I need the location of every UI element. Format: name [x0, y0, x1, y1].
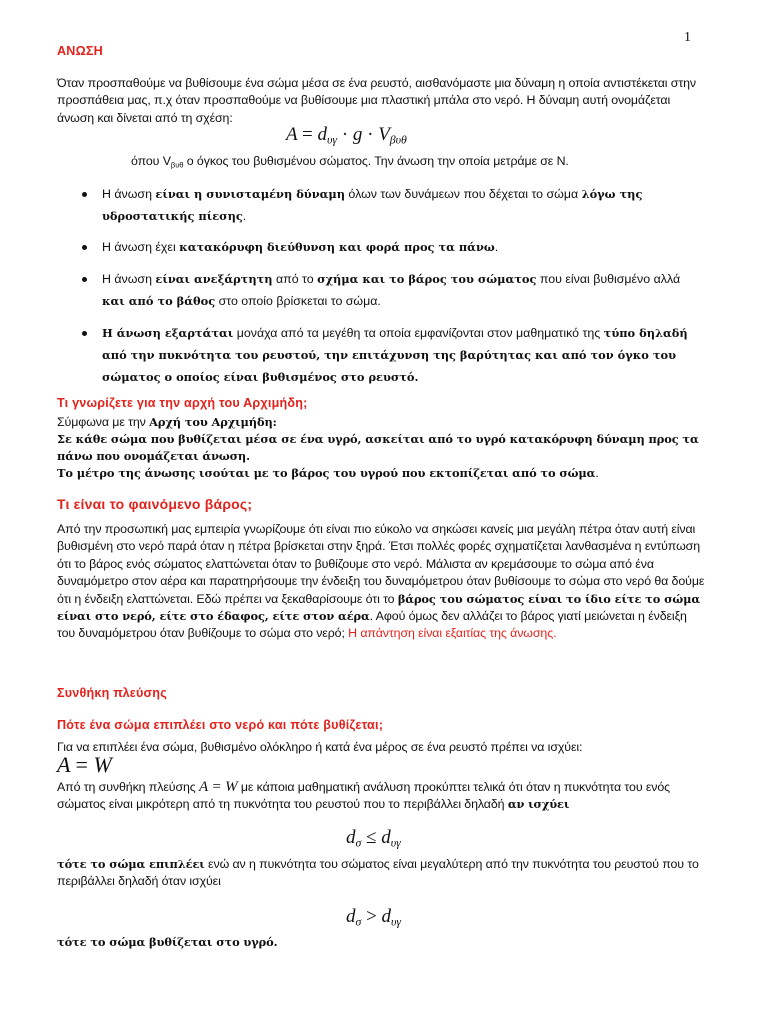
floating-final: τότε το σώμα βυθίζεται στο υγρό. — [57, 935, 278, 949]
bullet-dot — [82, 245, 87, 250]
formula-note-pre: όπου V — [131, 154, 171, 168]
apparent-weight-heading: Τι είναι το φαινόμενο βάρος; — [57, 496, 253, 512]
apparent-text-bold: βάρος του σώματος είναι το ίδιο είτε το σώμα είναι στο νερό, είτε στο έδαφος, είτε στον αέρα — [57, 591, 701, 624]
bullet-dot — [82, 331, 87, 336]
ineq2-sub2: υγ — [391, 915, 402, 929]
buoyancy-formula — [286, 124, 407, 148]
floating-text1: Για να επιπλέει ένα σώμα, βυθισμένο ολόκληρο ή κατά ένα μέρος σε ένα ρευστό πρέπει να ισχύει: — [57, 740, 583, 754]
ineq2-d1: d — [346, 906, 356, 927]
bullet-text-plain: Η άνωση — [102, 272, 156, 286]
formula-density: d — [317, 124, 327, 145]
formula-lhs: A — [286, 124, 298, 145]
floating-text3-plain: ενώ αν η πυκνότητα του σώματος είναι μεγαλύτερη από την πυκνότητα του ρευστού που το περιβάλλει δηλαδή όταν ισχύει — [57, 857, 699, 889]
formula-note — [131, 153, 691, 174]
floating-text2-plain: Από τη συνθήκη πλεύσης — [57, 780, 200, 794]
bullet-text-plain: Η άνωση έχει — [102, 240, 180, 254]
bullet-text-bold: είναι ανεξάρτητη — [155, 272, 273, 286]
bullet-dot — [82, 192, 87, 197]
formula-dot-2: · — [367, 124, 374, 145]
bullet-text-bold: σχήμα και το βάρος του σώματος — [317, 272, 537, 286]
equilibrium-lhs: A — [57, 752, 71, 777]
sink-condition-inequality — [346, 906, 401, 930]
bullet-text-plain: μονάχα από τα μεγέθη τα οποία εμφανίζονται στον μαθηματικό της — [233, 326, 604, 340]
formula-volume-sub: βυθ — [389, 133, 407, 147]
bullet-text-plain: που είναι βυθισμένο αλλά — [536, 272, 681, 286]
equilibrium-rhs: W — [93, 752, 112, 777]
archimedes-heading: Τι γνωρίζετε για την αρχή του Αρχιμήδη; — [57, 396, 308, 410]
ineq2-sub1: σ — [355, 915, 362, 929]
bullet-text-bold: και από το βάθος — [102, 294, 216, 308]
intro-paragraph: Όταν προσπαθούμε να βυθίσουμε ένα σώμα μέσα σε ένα ρευστό, αισθανόμαστε μια δύναμη η οποία αντιστέκεται στην προσπάθεια μας, π.χ όταν προσπαθούμε να βυθίσουμε μια πλαστική μπάλα στο νερό. Η δύναμη αυτή ονομάζεται άνωση και δίνεται από τη σχέση: — [57, 76, 697, 125]
floating-subheading: Πότε ένα σώμα επιπλέει στο νερό και πότε βυθίζεται; — [57, 718, 384, 732]
ineq1-d2: d — [381, 827, 391, 848]
archimedes-line1 — [57, 414, 707, 431]
archimedes-statement: Σε κάθε σώμα που βυθίζεται μέσα σε ένα υγρό, ασκείται από το υγρό κατακόρυφη δύναμη προς τα πάνω που ονομάζεται άνωση. — [57, 432, 699, 464]
bullet-text-plain: Η άνωση — [102, 187, 156, 201]
bullet-text — [102, 183, 702, 227]
apparent-text-plain: Από την προσωπική μας εμπειρία γνωρίζουμε ότι είναι πιο εύκολο να σηκώσει κανείς μια μεγάλη πέτρα όταν αυτή είναι βυθισμένη στο νερό παρά όταν η πέτρα βρίσκεται στην ξηρά. Έτσι πολλές φορές σχηματίζεται λανθασμένα η εντύπωση ότι το βάρος ενός σώματος ελαττώνεται όταν το βυθίζουμε στο νερό. Μάλιστα αν κρεμάσουμε το σώμα από ένα δυναμόμετρο στον αέρα και παρατηρήσουμε την ένδειξη του δυναμόμετρου όταν βυθίσουμε το σώμα στο νερό θα δούμε ότι η ένδειξη ελαττώνεται. Εδώ πρέπει να ξεκαθαρίσουμε ότι το — [57, 522, 705, 606]
floating-text3 — [57, 856, 707, 891]
archimedes-line1-bold: Αρχή του Αρχιμήδη: — [149, 415, 277, 429]
bullet-text-bold: τύπο δηλαδή από την πυκνότητα του ρευστού, την επιτάχυνση της βαρύτητας και από τον όγκο του σώματος ο οποίος είναι βυθισμένος στο ρευστό. — [102, 326, 688, 384]
archimedes-line1-plain: Σύμφωνα με την — [57, 415, 150, 429]
floating-text2-bold: αν ισχύει — [507, 797, 570, 812]
apparent-weight-paragraph — [57, 521, 707, 643]
formula-gravity: g — [352, 124, 363, 145]
bullet-text-bold: κατακόρυφη διεύθυνση και φορά προς τα πάνω — [179, 240, 495, 254]
bullet-text-plain: . — [494, 240, 499, 254]
bullet-text — [102, 322, 702, 388]
archimedes-line3-end: . — [595, 466, 599, 480]
apparent-text-plain: . Αφού όμως δεν αλλάζει το βάρος γιατί μειώνεται η ένδειξη του δυναμόμετρου όταν βυθίζουμε το σώμα στο νερό; — [57, 609, 687, 641]
formula-volume: V — [378, 124, 390, 145]
ineq2-d2: d — [381, 906, 392, 927]
bullet-text-plain: όλων των δυνάμεων που δέχεται το σώμα — [344, 187, 582, 201]
ineq2-operator: > — [366, 906, 377, 927]
bullet-text-plain: στο οποίο βρίσκεται το σώμα. — [215, 294, 381, 308]
bullet-text-plain: . — [242, 209, 247, 223]
apparent-text-red: Η απάντηση είναι εξαιτίας της άνωσης. — [348, 626, 557, 641]
page-number: 1 — [684, 30, 691, 45]
bullet-text-bold: είναι η συνισταμένη δύναμη — [155, 187, 345, 201]
formula-note-post: ο όγκος του βυθισμένου σώματος. Την άνωση την οποία μετράμε σε Ν. — [183, 154, 569, 168]
equilibrium-formula — [57, 752, 112, 778]
bullet-text-bold: Η άνωση εξαρτάται — [102, 326, 234, 340]
ineq1-sub1: σ — [355, 836, 362, 850]
float-condition-inequality — [346, 827, 401, 851]
formula-equals: = — [302, 124, 313, 145]
formula-note-sub: βυθ — [170, 160, 184, 170]
bullet-text — [102, 268, 702, 312]
floating-text2 — [57, 779, 707, 814]
archimedes-line3-bold: Το μέτρο της άνωσης ισούται με το βάρος του υγρού που εκτοπίζεται από το σώμα — [57, 466, 596, 480]
bullet-text-plain: από το — [272, 272, 318, 286]
bullet-text — [102, 236, 702, 258]
formula-dot-1: · — [341, 124, 349, 145]
floating-text3-bold: τότε το σώμα επιπλέει — [57, 857, 205, 871]
bullet-dot — [82, 277, 87, 282]
bullet-text-bold: λόγω της υδροστατικής πίεσης — [102, 187, 643, 223]
ineq1-operator: ≤ — [366, 827, 377, 848]
ineq1-d1: d — [346, 827, 356, 848]
page-title: ΑΝΩΣΗ — [57, 44, 103, 58]
floating-heading: Συνθήκη πλεύσης — [57, 686, 167, 700]
formula-density-sub: υγ — [326, 133, 338, 147]
ineq1-sub2: υγ — [390, 836, 401, 850]
floating-text2-equation: A = W — [199, 779, 238, 795]
archimedes-line3 — [57, 465, 707, 482]
equilibrium-equals: = — [75, 752, 88, 777]
floating-text2-plain: με κάποια μαθηματική ανάλυση προκύπτει τελικά ότι όταν η πυκνότητα του ενός σώματος είναι μικρότερη από τη πυκνότητα του ρευστού που το περιβάλλει δηλαδή — [57, 780, 671, 812]
